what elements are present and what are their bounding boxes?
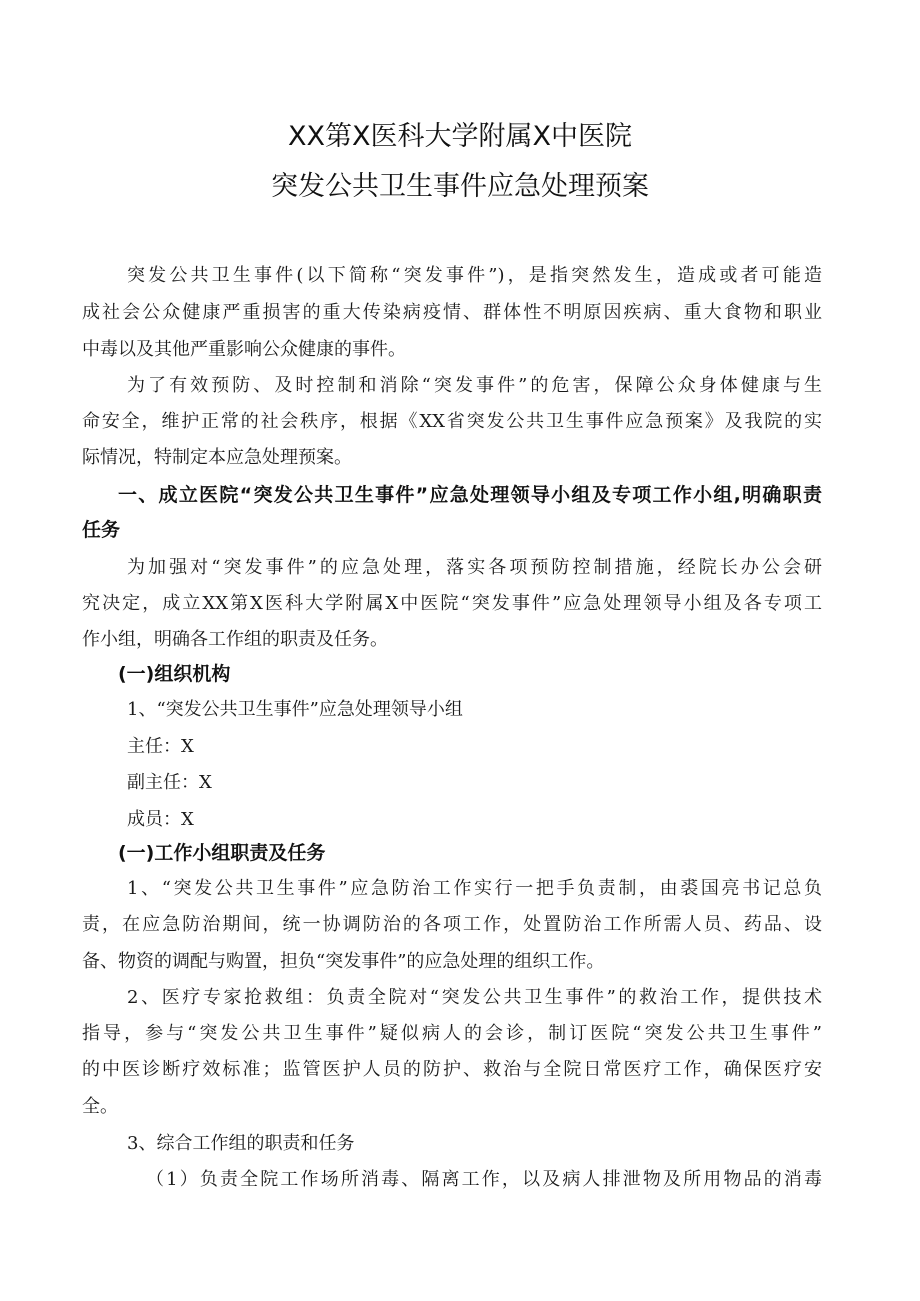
duty2-line2: 指导，参与“突发公共卫生事件”疑似病人的会诊，制订医院“突发公共卫生事件” xyxy=(82,1023,822,1044)
sub1-heading: (一)组织机构 xyxy=(118,663,231,685)
members-line: 成员：X xyxy=(127,809,194,830)
section1-p-line3: 作小组，明确各工作组的职责及任务。 xyxy=(82,629,388,650)
director-line: 主任：X xyxy=(127,736,194,757)
section1-heading-line1: 一、成立医院“突发公共卫生事件”应急处理领导小组及专项工作小组,明确职责 xyxy=(118,484,822,506)
section1-p-line2: 究决定，成立XX第X医科大学附属X中医院“突发事件”应急处理领导小组及各专项工 xyxy=(82,593,822,614)
deputy-director-line: 副主任：X xyxy=(127,772,212,793)
sub2-heading: (一)工作小组职责及任务 xyxy=(118,842,326,864)
intro-p1-line3: 中毒以及其他严重影响公众健康的事件。 xyxy=(82,339,406,360)
section1-p-line1: 为加强对“突发事件”的应急处理，落实各项预防控制措施，经院长办公会研 xyxy=(127,557,822,578)
duty2-line4: 全。 xyxy=(82,1096,118,1117)
intro-p2-line1: 为了有效预防、及时控制和消除“突发事件”的危害，保障公众身体健康与生 xyxy=(127,375,822,396)
document-title-line1: XX第X医科大学附属X中医院 xyxy=(288,121,632,152)
duty1-line2: 责，在应急防治期间，统一协调防治的各项工作，处置防治工作所需人员、药品、设 xyxy=(82,914,822,935)
document-title-line2: 突发公共卫生事件应急处理预案 xyxy=(271,171,649,202)
intro-p1-line1: 突发公共卫生事件(以下简称“突发事件”)，是指突然发生，造成或者可能造 xyxy=(127,265,822,286)
intro-p2-line3: 际情况，特制定本应急处理预案。 xyxy=(82,447,352,468)
intro-p1-line2: 成社会公众健康严重损害的重大传染病疫情、群体性不明原因疾病、重大食物和职业 xyxy=(82,302,822,323)
duty2-line3: 的中医诊断疗效标准；监管医护人员的防护、救治与全院日常医疗工作，确保医疗安 xyxy=(82,1059,822,1080)
intro-p2-line2: 命安全，维护正常的社会秩序，根据《XX省突发公共卫生事件应急预案》及我院的实 xyxy=(82,411,822,432)
duty3-item1: （1）负责全院工作场所消毒、隔离工作，以及病人排泄物及所用物品的消毒 xyxy=(146,1169,822,1190)
duty1-line1: 1、“突发公共卫生事件”应急防治工作实行一把手负责制，由裘国亮书记总负 xyxy=(127,878,822,899)
section1-heading-line2: 任务 xyxy=(82,519,121,541)
duty1-line3: 备、物资的调配与购置，担负“突发事件”的应急处理的组织工作。 xyxy=(82,951,605,972)
duty2-line1: 2、医疗专家抢救组：负责全院对“突发公共卫生事件”的救治工作，提供技术 xyxy=(127,987,822,1008)
duty3-heading: 3、综合工作组的职责和任务 xyxy=(127,1133,355,1154)
sub1-item1: 1、“突发公共卫生事件”应急处理领导小组 xyxy=(127,699,463,720)
